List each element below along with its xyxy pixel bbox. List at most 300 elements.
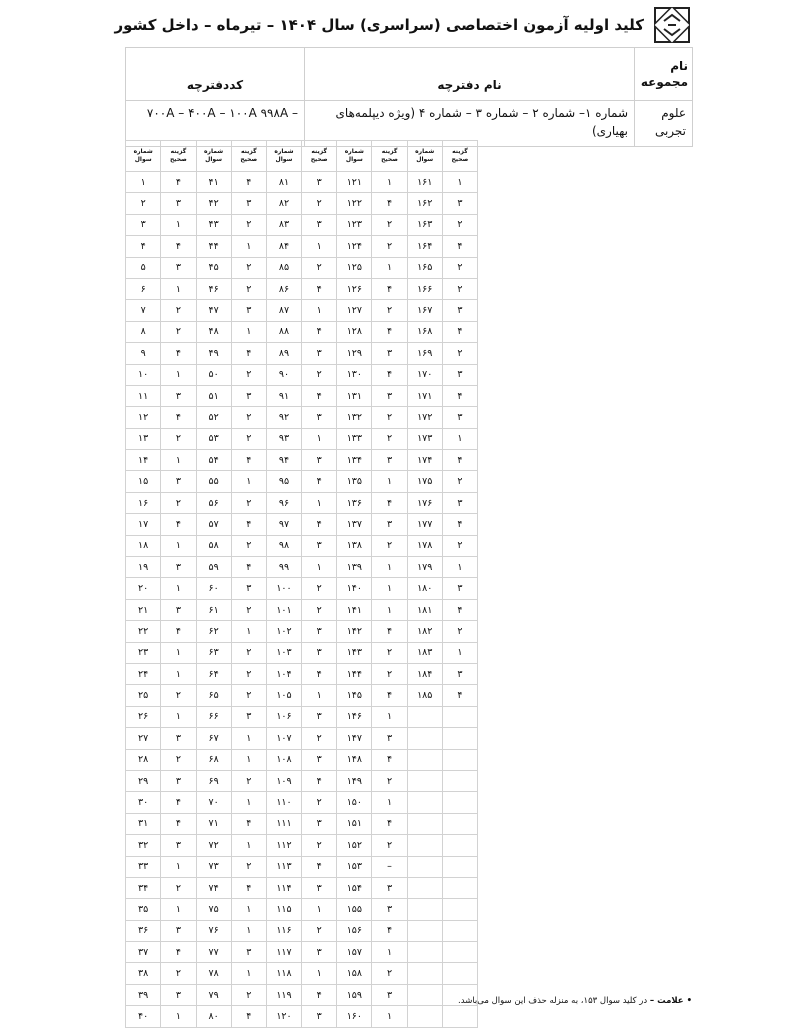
question-cell: ۱۲۶ [337,278,372,299]
answer-cell: ۱ [302,428,337,449]
answer-cell: ۳ [302,450,337,471]
question-cell: ۱۳۰ [337,364,372,385]
answer-cell: ۲ [231,599,266,620]
question-cell: ۱۸۴ [407,663,442,684]
answer-cell: ۳ [231,578,266,599]
table-row [126,514,478,535]
question-cell: ۴۸ [196,321,231,342]
question-cell: ۸۶ [266,278,301,299]
question-cell: ۱۴۴ [337,663,372,684]
answer-cell: ۴ [302,278,337,299]
answer-cell: – [372,856,407,877]
answer-cell: ۱ [372,706,407,727]
question-cell: ۸۸ [266,321,301,342]
answer-cell: ۲ [302,193,337,214]
answer-cell: ۱ [302,236,337,257]
question-cell: ۲۶ [126,706,161,727]
table-row [126,685,478,706]
question-cell: ۱۰۸ [266,749,301,770]
question-cell: ۱۶۴ [407,236,442,257]
question-cell: ۱۱۱ [266,813,301,834]
question-cell: ۳۰ [126,792,161,813]
answer-cell: ۱ [161,899,196,920]
answer-cell: ۳ [302,407,337,428]
answer-cell: ۱ [231,236,266,257]
answer-cell: ۲ [231,257,266,278]
answer-cell: ۴ [372,749,407,770]
question-cell: ۱۲۹ [337,343,372,364]
question-cell: ۱۷۷ [407,514,442,535]
question-cell: ۵۴ [196,450,231,471]
question-cell: ۱۶۸ [407,321,442,342]
answer-cell: ۳ [302,813,337,834]
answer-cell: ۲ [231,428,266,449]
question-cell: ۱۰۳ [266,642,301,663]
answer-cell: ۳ [302,172,337,193]
answer-cell: ۴ [231,557,266,578]
table-row [126,813,478,834]
table-row [126,278,478,299]
answer-cell: ۱ [161,706,196,727]
table-row [126,856,478,877]
question-cell: ۱۷ [126,514,161,535]
answer-cell: ۴ [302,770,337,791]
answer-cell: ۳ [442,492,477,513]
answer-cell: ۳ [372,984,407,1005]
table-row [126,642,478,663]
answer-cell: ۳ [161,770,196,791]
question-cell: ۶۴ [196,663,231,684]
question-cell: ۳۶ [126,920,161,941]
question-cell: ۱۶۶ [407,278,442,299]
empty-cell [407,963,442,984]
question-cell: ۱۶۱ [407,172,442,193]
answer-cell: ۱ [442,172,477,193]
question-cell: ۷۰ [196,792,231,813]
question-cell: ۱۵۸ [337,963,372,984]
question-cell: ۱۳۵ [337,471,372,492]
col-question-header: شماره سوال [266,141,301,172]
question-cell: ۱۳۲ [337,407,372,428]
question-cell: ۴ [126,236,161,257]
table-row [126,792,478,813]
question-cell: ۵۸ [196,535,231,556]
question-cell: ۶۱ [196,599,231,620]
answer-cell: ۱ [372,599,407,620]
question-cell: ۱۶ [126,492,161,513]
question-cell: ۱۲۸ [337,321,372,342]
info-table [125,47,693,147]
question-cell: ۱۸۱ [407,599,442,620]
question-cell: ۱۵ [126,471,161,492]
answer-cell: ۴ [302,471,337,492]
answer-cell: ۳ [372,343,407,364]
answer-cell: ۱ [442,642,477,663]
answer-cell: ۱ [302,492,337,513]
answer-cell: ۳ [231,300,266,321]
question-cell: ۱۰۵ [266,685,301,706]
answer-cell: ۲ [231,642,266,663]
answer-cell: ۲ [302,364,337,385]
question-cell: ۱۷۶ [407,492,442,513]
answer-cell: ۲ [161,877,196,898]
answer-cell: ۱ [372,578,407,599]
empty-cell [442,920,477,941]
question-cell: ۳۳ [126,856,161,877]
question-cell: ۸۴ [266,236,301,257]
table-row [126,172,478,193]
question-cell: ۱۶۵ [407,257,442,278]
answer-cell: ۱ [372,557,407,578]
question-cell: ۱۴۱ [337,599,372,620]
answer-cell: ۳ [161,193,196,214]
answer-cell: ۳ [302,343,337,364]
empty-cell [442,942,477,963]
answer-cell: ۲ [302,257,337,278]
answer-cell: ۴ [442,236,477,257]
question-cell: ۱۰ [126,364,161,385]
table-row [126,963,478,984]
question-cell: ۳۴ [126,877,161,898]
table-row [126,193,478,214]
answer-cell: ۲ [302,728,337,749]
question-cell: ۱۴۳ [337,642,372,663]
question-cell: ۱۳۶ [337,492,372,513]
answer-cell: ۲ [231,685,266,706]
answer-cell: ۴ [372,685,407,706]
question-cell: ۲۸ [126,749,161,770]
question-cell: ۱ [126,172,161,193]
question-cell: ۲۹ [126,770,161,791]
question-cell: ۱۲۵ [337,257,372,278]
answer-cell: ۲ [372,835,407,856]
answer-cell: ۱ [161,856,196,877]
answer-cell: ۲ [231,663,266,684]
table-row [126,300,478,321]
question-cell: ۱۶۳ [407,214,442,235]
answer-cell: ۳ [161,257,196,278]
question-cell: ۳ [126,214,161,235]
question-cell: ۱۸۰ [407,578,442,599]
answer-cell: ۲ [372,535,407,556]
question-cell: ۷۲ [196,835,231,856]
question-cell: ۱۵۵ [337,899,372,920]
question-cell: ۱۶۲ [407,193,442,214]
answer-cell: ۱ [442,428,477,449]
answer-cell: ۱ [231,321,266,342]
question-cell: ۶۲ [196,621,231,642]
table-row [126,663,478,684]
question-cell: ۱۳۷ [337,514,372,535]
question-cell: ۸۷ [266,300,301,321]
answer-cell: ۲ [372,407,407,428]
table-row [126,770,478,791]
answer-cell: ۱ [231,749,266,770]
answer-cell: ۱ [161,642,196,663]
question-cell: ۹۰ [266,364,301,385]
question-cell: ۱۹ [126,557,161,578]
question-cell: ۵۱ [196,385,231,406]
answer-cell: ۴ [231,450,266,471]
answer-cell: ۱ [372,792,407,813]
answer-cell: ۳ [302,642,337,663]
question-cell: ۵۹ [196,557,231,578]
answer-cell: ۲ [442,343,477,364]
answer-cell: ۴ [302,984,337,1005]
answer-cell: ۴ [302,856,337,877]
answer-cell: ۲ [231,364,266,385]
question-cell: ۹۷ [266,514,301,535]
empty-cell [442,856,477,877]
question-cell: ۲۲ [126,621,161,642]
answer-cell: ۴ [372,621,407,642]
answer-cell: ۱ [372,172,407,193]
answer-cell: ۴ [372,492,407,513]
answer-cell: ۱ [372,1006,407,1027]
question-cell: ۸۰ [196,1006,231,1027]
table-row [126,899,478,920]
question-cell: ۴۹ [196,343,231,364]
question-cell: ۱۱۸ [266,963,301,984]
question-cell: ۱۶۷ [407,300,442,321]
col-code-header: کددفترچه [126,48,305,101]
answer-cell: ۱ [231,835,266,856]
question-cell: ۲۱ [126,599,161,620]
answer-cell: ۲ [442,257,477,278]
question-cell: ۷۹ [196,984,231,1005]
answer-cell: ۳ [161,385,196,406]
answer-cell: ۴ [231,813,266,834]
answer-cell: ۲ [231,214,266,235]
question-cell: ۱۳۸ [337,535,372,556]
table-row [126,578,478,599]
answer-cell: ۲ [372,214,407,235]
question-cell: ۴۶ [196,278,231,299]
question-cell: ۱۷۱ [407,385,442,406]
question-cell: ۱۳۹ [337,557,372,578]
question-cell: ۸۱ [266,172,301,193]
table-row [126,557,478,578]
table-row [126,236,478,257]
answer-cell: ۴ [161,407,196,428]
question-cell: ۱۵۹ [337,984,372,1005]
empty-cell [442,728,477,749]
answer-cell: ۴ [442,450,477,471]
question-cell: ۱۱۰ [266,792,301,813]
question-cell: ۹۱ [266,385,301,406]
answer-cell: ۲ [442,621,477,642]
question-cell: ۴۲ [196,193,231,214]
question-cell: ۱۳ [126,428,161,449]
answer-cell: ۳ [302,877,337,898]
answer-cell: ۲ [231,535,266,556]
question-cell: ۱۶۹ [407,343,442,364]
page-header [114,8,690,42]
answer-cell: ۱ [302,557,337,578]
question-cell: ۱۱۹ [266,984,301,1005]
question-cell: ۱۴۸ [337,749,372,770]
answer-cell: ۱ [231,792,266,813]
col-group-header: نام مجموعه [635,48,693,101]
question-cell: ۱۰۹ [266,770,301,791]
answer-cell: ۱ [161,578,196,599]
question-cell: ۲۰ [126,578,161,599]
answer-cell: ۳ [231,706,266,727]
question-cell: ۱۴۹ [337,770,372,791]
answer-cell: ۴ [231,877,266,898]
table-row [126,920,478,941]
question-cell: ۱۵۰ [337,792,372,813]
table-row [126,728,478,749]
answer-cell: ۱ [231,963,266,984]
question-cell: ۱۳۴ [337,450,372,471]
answer-cell: ۴ [161,514,196,535]
question-cell: ۱۴۰ [337,578,372,599]
question-cell: ۲۴ [126,663,161,684]
table-row [126,385,478,406]
answer-cell: ۴ [372,278,407,299]
question-cell: ۱۴۲ [337,621,372,642]
table-row [126,364,478,385]
answer-cell: ۱ [442,557,477,578]
empty-cell [407,877,442,898]
question-cell: ۱۴۷ [337,728,372,749]
question-cell: ۵۵ [196,471,231,492]
answer-cell: ۱ [372,471,407,492]
answer-cell: ۴ [442,321,477,342]
answer-cell: ۳ [161,557,196,578]
question-cell: ۷۸ [196,963,231,984]
question-cell: ۹۴ [266,450,301,471]
question-cell: ۱۰۷ [266,728,301,749]
answer-cell: ۴ [302,514,337,535]
answer-cell: ۳ [302,214,337,235]
answer-cell: ۱ [161,663,196,684]
question-cell: ۱۱ [126,385,161,406]
col-answer-header: گزینه صحیح [161,141,196,172]
col-booklet-header: نام دفترچه [305,48,635,101]
answer-cell: ۱ [231,899,266,920]
question-cell: ۳۸ [126,963,161,984]
answer-cell: ۳ [372,514,407,535]
question-cell: ۱۳۳ [337,428,372,449]
question-cell: ۱۰۲ [266,621,301,642]
question-cell: ۱۴ [126,450,161,471]
question-cell: ۵۲ [196,407,231,428]
booklet-value: شماره ۱– شماره ۲ – شماره ۳ – شماره ۴ (ویژه دیپلمه‌های بهیاری) [305,101,635,147]
table-row [126,321,478,342]
answer-cell: ۱ [161,1006,196,1027]
answer-cell: ۴ [442,514,477,535]
question-cell: ۶۷ [196,728,231,749]
answer-cell: ۲ [161,492,196,513]
answer-cell: ۳ [372,899,407,920]
empty-cell [407,899,442,920]
answer-cell: ۳ [161,920,196,941]
col-answer-header: گزینه صحیح [231,141,266,172]
answer-cell: ۱ [161,535,196,556]
question-cell: ۱۱۷ [266,942,301,963]
answer-cell: ۱ [372,942,407,963]
table-row [126,214,478,235]
question-cell: ۱۷۳ [407,428,442,449]
answer-cell: ۲ [372,963,407,984]
footnote [125,996,692,1006]
answer-cell: ۲ [372,300,407,321]
question-cell: ۶۹ [196,770,231,791]
answer-cell: ۴ [442,685,477,706]
answer-cell: ۲ [302,578,337,599]
question-cell: ۸۳ [266,214,301,235]
answer-cell: ۲ [442,535,477,556]
answer-cell: ۱ [231,621,266,642]
answer-cell: ۳ [442,364,477,385]
question-cell: ۲۵ [126,685,161,706]
answer-cell: ۲ [372,236,407,257]
answer-cell: ۴ [302,321,337,342]
question-cell: ۷۵ [196,899,231,920]
question-cell: ۱۲۰ [266,1006,301,1027]
answer-cell: ۴ [161,942,196,963]
answer-cell: ۲ [302,835,337,856]
question-cell: ۲۷ [126,728,161,749]
answer-cell: ۴ [161,343,196,364]
empty-cell [442,899,477,920]
sanjesh-logo-icon [654,7,690,43]
answer-cell: ۱ [302,963,337,984]
question-cell: ۱۱۶ [266,920,301,941]
table-row [126,257,478,278]
question-cell: ۷ [126,300,161,321]
question-cell: ۳۲ [126,835,161,856]
answer-cell: ۳ [302,706,337,727]
empty-cell [407,749,442,770]
group-value: علوم تجربی [635,101,693,147]
col-answer-header: گزینه صحیح [302,141,337,172]
empty-cell [442,877,477,898]
question-cell: ۷۱ [196,813,231,834]
col-question-header: شماره سوال [196,141,231,172]
answer-cell: ۱ [302,899,337,920]
table-row [126,621,478,642]
empty-cell [407,942,442,963]
empty-cell [442,792,477,813]
question-cell: ۷۶ [196,920,231,941]
answer-cell: ۳ [161,599,196,620]
question-cell: ۷۴ [196,877,231,898]
answer-cell: ۴ [231,343,266,364]
answer-cell: ۲ [231,770,266,791]
answer-cell: ۳ [302,535,337,556]
answer-cell: ۱ [302,685,337,706]
answer-cell: ۴ [372,193,407,214]
question-cell: ۹۲ [266,407,301,428]
question-cell: ۱۴۶ [337,706,372,727]
footnote-bullet: • علامت – [649,996,692,1006]
answer-cell: ۴ [161,621,196,642]
answer-cell: ۱ [372,257,407,278]
question-cell: ۶۸ [196,749,231,770]
answer-cell: ۴ [231,514,266,535]
answer-cell: ۴ [231,172,266,193]
answer-cell: ۲ [231,984,266,1005]
question-cell: ۱۰۶ [266,706,301,727]
question-cell: ۱۲۲ [337,193,372,214]
answer-cell: ۲ [442,278,477,299]
answer-cell: ۲ [372,663,407,684]
table-row [126,471,478,492]
empty-cell [407,856,442,877]
